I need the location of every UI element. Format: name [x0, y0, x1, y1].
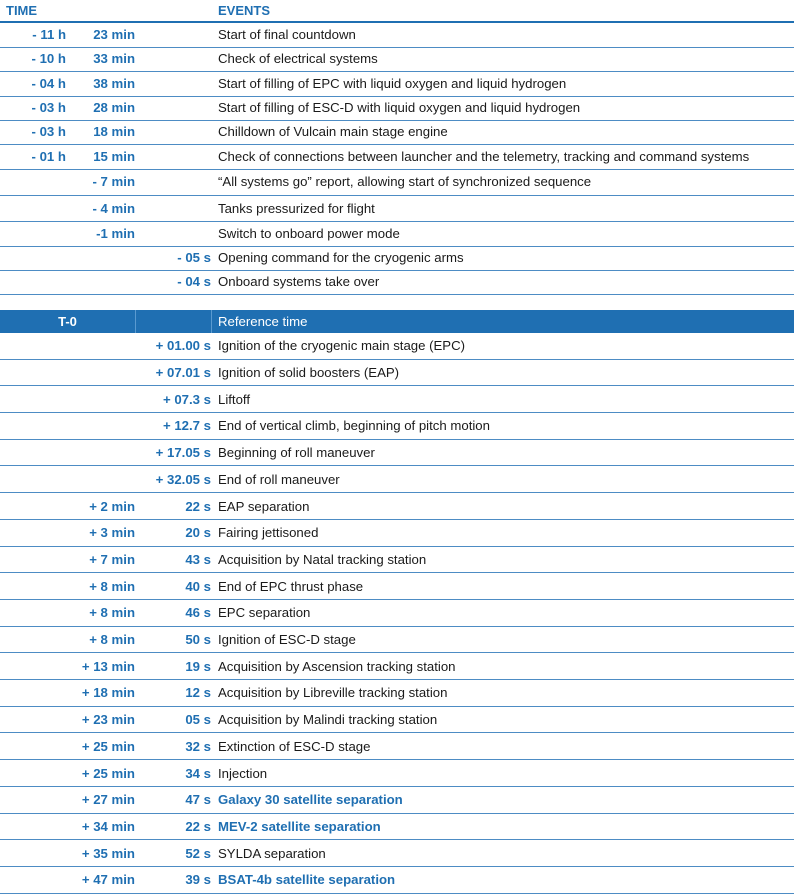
time-minutes: + 27 min [81, 792, 135, 808]
time-seconds: 22 s [185, 818, 211, 834]
flight-event-row [0, 867, 794, 894]
time-hours [0, 269, 66, 294]
time-minutes [66, 386, 135, 412]
time-seconds: - 04 s [177, 273, 211, 289]
event-text: End of EPC thrust phase [218, 578, 364, 594]
time-seconds: 34 s [185, 765, 211, 781]
time-hours [0, 245, 66, 270]
time-minutes: + 35 min [81, 845, 135, 861]
t0-separator [135, 310, 136, 333]
event-text: Ignition of the cryogenic main stage (EPC) [218, 338, 466, 354]
event-text: Beginning of roll maneuver [218, 445, 375, 461]
countdown-row [0, 144, 794, 170]
time-minutes: + 7 min [89, 551, 135, 567]
event-text: Tanks pressurized for flight [218, 200, 375, 216]
event-text: Injection [218, 765, 268, 781]
time-seconds: + 01.00 s [155, 338, 211, 354]
time-minutes: + 23 min [81, 712, 135, 728]
t0-reference-bar [0, 310, 794, 333]
time-seconds: + 07.3 s [162, 391, 211, 407]
countdown-row [0, 95, 794, 121]
event-text: EAP separation [218, 498, 310, 514]
time-hours: - 03 h [31, 99, 66, 115]
t0-event: Reference time [218, 314, 308, 329]
time-seconds [135, 71, 211, 96]
time-seconds: 40 s [185, 578, 211, 594]
flight-event-row [0, 760, 794, 787]
flight-event-row [0, 707, 794, 734]
time-seconds [135, 221, 211, 246]
countdown-row [0, 46, 794, 72]
event-text: SYLDA separation [218, 845, 326, 861]
time-hours: - 10 h [31, 50, 66, 66]
time-seconds [135, 168, 211, 195]
flight-event-row [0, 600, 794, 627]
event-text: Acquisition by Natal tracking station [218, 551, 427, 567]
countdown-row [0, 196, 794, 222]
time-seconds: 22 s [185, 498, 211, 514]
flight-event-row [0, 547, 794, 574]
time-minutes: 38 min [93, 75, 135, 91]
time-minutes: 23 min [93, 26, 135, 42]
time-hours [0, 168, 66, 195]
time-seconds: 05 s [185, 712, 211, 728]
time-minutes: -1 min [96, 225, 135, 241]
time-minutes [66, 467, 135, 493]
time-minutes: + 18 min [81, 685, 135, 701]
time-seconds: 50 s [185, 632, 211, 648]
time-minutes: + 25 min [81, 738, 135, 754]
flight-event-row [0, 840, 794, 867]
event-text: Check of connections between launcher and the telemetry, tracking and command systems [218, 148, 750, 164]
time-hours: - 03 h [31, 123, 66, 139]
time-minutes: + 3 min [89, 525, 135, 541]
event-text: Fairing jettisoned [218, 525, 319, 541]
time-minutes [66, 413, 135, 439]
time-minutes: + 34 min [81, 818, 135, 834]
time-hours [0, 221, 66, 246]
time-seconds [135, 22, 211, 47]
time-minutes: + 8 min [89, 605, 135, 621]
flight-event-row [0, 493, 794, 520]
countdown-row [0, 168, 794, 196]
countdown-row [0, 22, 794, 48]
time-minutes: + 2 min [89, 498, 135, 514]
time-seconds: + 07.01 s [155, 365, 211, 381]
flight-event-row [0, 413, 794, 440]
time-minutes: + 8 min [89, 632, 135, 648]
flight-event-row [0, 333, 794, 360]
time-minutes [66, 245, 135, 270]
satellite-separation-event: BSAT-4b satellite separation [218, 872, 396, 888]
time-minutes [66, 360, 135, 386]
satellite-separation-event: Galaxy 30 satellite separation [218, 792, 403, 808]
flight-event-row [0, 520, 794, 547]
time-minutes: 18 min [93, 123, 135, 139]
time-seconds: 19 s [185, 658, 211, 674]
countdown-row [0, 71, 794, 97]
event-text: End of roll maneuver [218, 471, 340, 487]
event-text: Opening command for the cryogenic arms [218, 249, 464, 265]
countdown-row [0, 119, 794, 145]
time-seconds: 32 s [185, 738, 211, 754]
time-seconds: + 12.7 s [162, 418, 211, 434]
flight-event-row [0, 734, 794, 761]
time-seconds: - 05 s [177, 249, 211, 265]
countdown-row [0, 269, 794, 295]
event-text: EPC separation [218, 605, 311, 621]
event-text: Liftoff [218, 391, 251, 407]
event-text: Onboard systems take over [218, 273, 380, 289]
event-text: Check of electrical systems [218, 50, 378, 66]
time-minutes: 28 min [93, 99, 135, 115]
time-minutes: 15 min [93, 148, 135, 164]
time-minutes: + 13 min [81, 658, 135, 674]
time-hours: - 01 h [31, 148, 66, 164]
event-text: Start of final countdown [218, 26, 356, 42]
event-text: Switch to onboard power mode [218, 225, 400, 241]
time-column-header: TIME [6, 3, 38, 18]
event-text: Ignition of solid boosters (EAP) [218, 365, 400, 381]
event-text: Acquisition by Malindi tracking station [218, 712, 438, 728]
event-text: Acquisition by Libreville tracking station [218, 685, 448, 701]
t0-separator [211, 310, 212, 333]
time-seconds: 47 s [185, 792, 211, 808]
t0-label: T-0 [58, 314, 77, 329]
time-seconds: 46 s [185, 605, 211, 621]
time-seconds [135, 95, 211, 120]
time-minutes: + 47 min [81, 872, 135, 888]
time-minutes: - 7 min [92, 174, 135, 189]
time-minutes [66, 333, 135, 359]
time-seconds [135, 196, 211, 221]
flight-event-row [0, 814, 794, 841]
time-seconds [135, 46, 211, 71]
event-text: Start of filling of ESC-D with liquid oxygen and liquid hydrogen [218, 99, 581, 115]
time-seconds: + 17.05 s [155, 445, 211, 461]
time-seconds: 43 s [185, 551, 211, 567]
flight-event-row [0, 467, 794, 494]
event-text: End of vertical climb, beginning of pitch motion [218, 418, 490, 434]
time-seconds [135, 144, 211, 169]
time-minutes: 33 min [93, 50, 135, 66]
countdown-row [0, 221, 794, 247]
time-minutes: + 25 min [81, 765, 135, 781]
time-minutes [66, 269, 135, 294]
event-text: Extinction of ESC-D stage [218, 738, 371, 754]
time-seconds: 20 s [185, 525, 211, 541]
event-text: Ignition of ESC-D stage [218, 632, 356, 648]
time-minutes: + 8 min [89, 578, 135, 594]
events-column-header: EVENTS [218, 3, 271, 18]
time-hours: - 11 h [32, 26, 66, 42]
event-text: Start of filling of EPC with liquid oxygen and liquid hydrogen [218, 75, 567, 91]
flight-event-row [0, 573, 794, 600]
time-seconds: 12 s [185, 685, 211, 701]
flight-event-row [0, 787, 794, 814]
satellite-separation-event: MEV-2 satellite separation [218, 818, 381, 834]
event-text: Chilldown of Vulcain main stage engine [218, 123, 448, 139]
time-hours: - 04 h [31, 75, 66, 91]
flight-event-row [0, 680, 794, 707]
flight-event-row [0, 360, 794, 387]
time-minutes [66, 440, 135, 466]
flight-event-row [0, 653, 794, 680]
time-seconds: 52 s [185, 845, 211, 861]
event-text: Acquisition by Ascension tracking station [218, 658, 456, 674]
event-text: “All systems go” report, allowing start of synchronized sequence [218, 174, 592, 189]
time-minutes: - 4 min [92, 200, 135, 216]
countdown-row [0, 245, 794, 271]
flight-event-row [0, 627, 794, 654]
time-seconds: + 32.05 s [155, 471, 211, 487]
flight-event-row [0, 440, 794, 467]
time-seconds [135, 119, 211, 144]
flight-event-row [0, 386, 794, 413]
time-seconds: 39 s [185, 872, 211, 888]
time-hours [0, 196, 66, 221]
